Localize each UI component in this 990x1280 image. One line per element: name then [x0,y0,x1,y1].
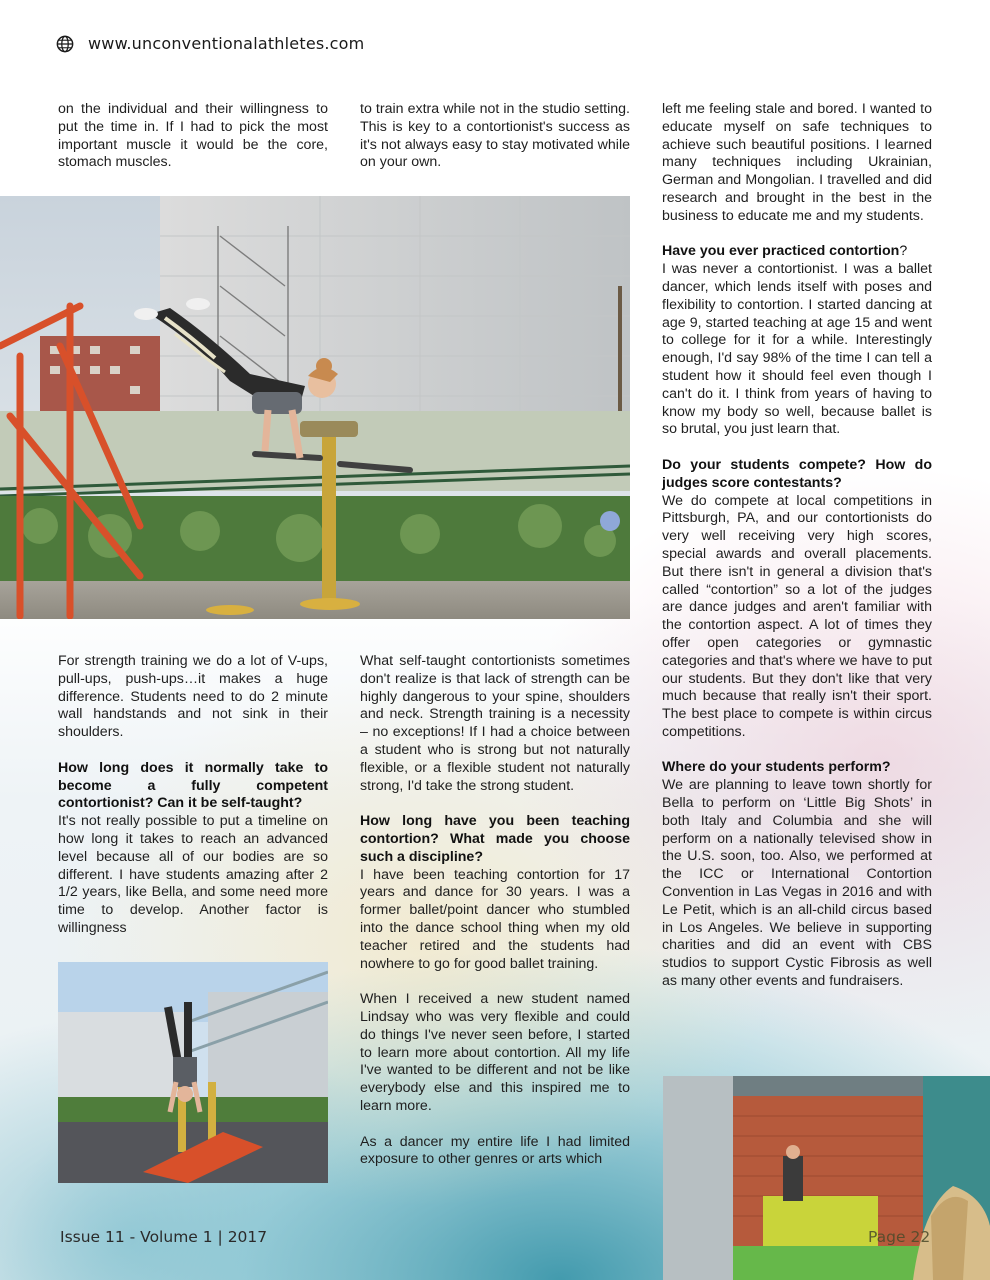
paragraph: For strength training we do a lot of V-ups, pull-ups, push-ups…it makes a huge difference. Students need to do 2 minute wall handstands and not sink in their shoulders. [58,653,328,741]
col2-top-text [360,101,630,172]
question-heading: Do your students compete? How do judges score contestants? [662,456,932,491]
question-heading: Where do your students perform? [662,759,891,776]
paragraph: As a dancer my entire life I had limited exposure to other genres or arts which [360,1133,630,1168]
answer-paragraph: We are planning to leave town shortly for Bella to perform on ‘Little Big Shots’ in both Italy and Columbia and she will perform on a nationally televised show in the U.S. soon, too. Also, we performed at the ICC or International Contortion Convention in Las Vegas in 2016 and with Le Petit, which is an all-child circus based in Los Angeles. We believe in supporting charities and did an event with CBS studios to support Cystic Fibrosis as well as many other events and fundraisers. [662,777,932,990]
question-heading: How long does it normally take to become a fully competent contortionist? Can it be self-taught? [58,759,328,812]
col1-bottom-text [58,653,328,938]
question-heading: How long have you been teaching contortion? What made you choose such a discipline? [360,813,630,865]
photo-contortionist-park [0,196,630,619]
answer-paragraph: I was never a contortionist. I was a ballet dancer, which lends itself with poses and flexibility to contortion. I started dancing at age 9, started teaching at age 15 and went to college for it for a while. Interestingly enough, I'd say 98% of the time I can tell a student how it should feel even though I can't do it. I think from years of having to know my body so well, because ballet is so brutal, you just learn that. [662,261,932,438]
answer-paragraph: I have been teaching contortion for 17 years and dance for 30 years. I was a former ballet/point dancer who stumbled into the dance school thing when my old teacher retired and the students had nowhere to go for good ballet training. [360,866,630,972]
photo-handstand-park [58,962,328,1183]
col2-bottom-text [360,653,630,1169]
paragraph: to train extra while not in the studio setting. This is key to a contortionist's success as it's not always easy to stay motivated while on your own. [360,101,630,171]
paragraph: left me feeling stale and bored. I wanted to educate myself on safe techniques to achieve such beautiful positions. I learned many techniques including Ukrainian, German and Mongolian. I travelled and did research and brought in the best in the business to educate me and my students. [662,101,932,224]
paragraph: What self-taught contortionists sometimes don't realize is that lack of strength can be highly dangerous to your spine, shoulders and neck. Strength training is a necessity – no exceptions! If I had a choice between a student who is strong but not naturally flexible, or a flexible student not naturally strong, I'd take the strong student. [360,653,630,794]
answer-paragraph: It's not really possible to put a timeline on how long it takes to reach an advanced level because all of our bodies are so different. I have students amazing after 2 1/2 years, like Bella, and some need more time to develop. Another factor is willingness [58,813,328,936]
issue-label: Issue 11 - Volume 1 | 2017 [60,1228,268,1246]
paragraph: on the individual and their willingness to put the time in. If I had to pick the most important muscle it would be the core, stomach muscles. [58,101,328,171]
col3-text [662,101,932,991]
question-heading: Have you ever practiced contortion? [662,243,908,260]
globe-icon [56,35,74,53]
page-number: Page 22 [868,1228,931,1246]
answer-paragraph: We do compete at local competitions in Pittsburgh, PA, and our contortionists do very well receiving very high scores, special awards and overall placements. But there isn't in general a division that's called “contortion” so a lot of the judges are dance judges and aren't familiar with the contortion aspect. A lot of times they offer open categories or gymnastic categories and that's where we have to put our students. But they don't like that very much because that really isn't their sport. The best place to compete is within circus competitions. [662,492,932,740]
photo-studio-performance [663,1076,990,1280]
col1-top-text [58,101,328,172]
paragraph: When I received a new student named Lindsay who was very flexible and could do things I've never seen before, I started to learn more about contortion. All my life I've wanted to be different and not be like everybody else and this inspired me to learn more. [360,991,630,1114]
site-url[interactable]: www.unconventionalathletes.com [88,34,365,53]
site-header [56,34,364,53]
